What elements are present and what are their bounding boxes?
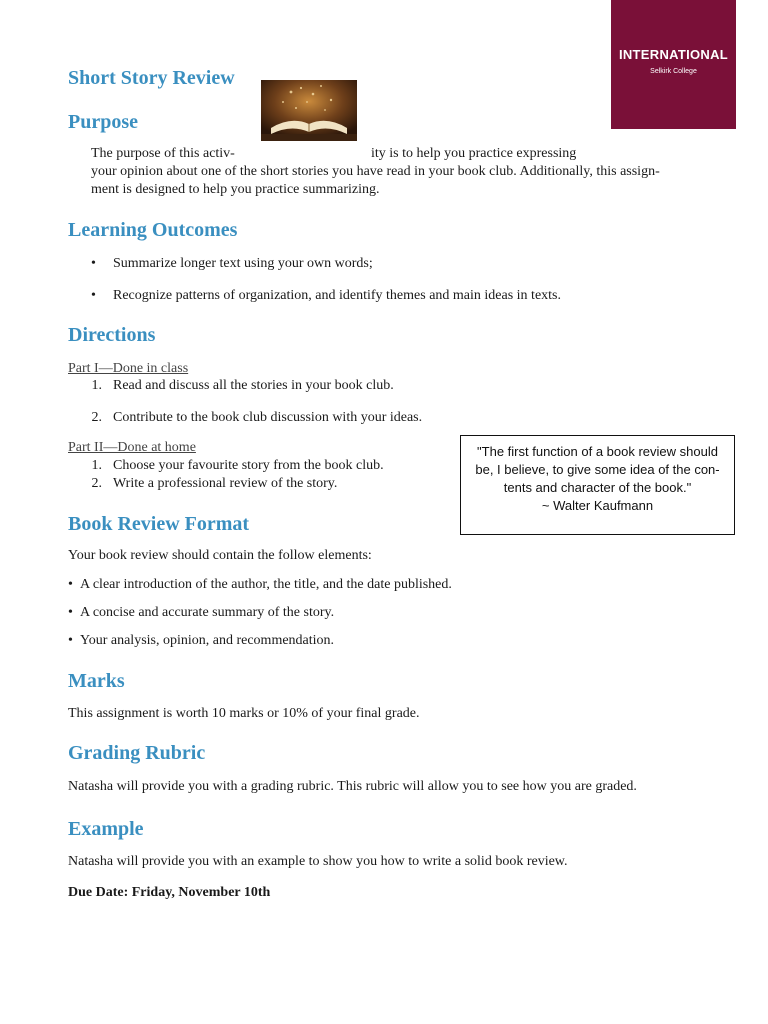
quote-line: tents and character of the book." bbox=[503, 480, 692, 495]
example-text: Natasha will provide you with an example to show you how to write a solid book review. bbox=[68, 854, 568, 869]
outcome-item: Summarize longer text using your own words; bbox=[113, 256, 373, 271]
rubric-heading: Grading Rubric bbox=[68, 742, 206, 764]
list-number: 1. bbox=[91, 378, 102, 393]
purpose-line1-b: ity is to help you practice expressing bbox=[371, 146, 577, 161]
purpose-line3: ment is designed to help you practice summarizing. bbox=[91, 182, 380, 197]
part1-label: Part I—Done in class bbox=[68, 361, 189, 376]
example-heading: Example bbox=[68, 818, 144, 840]
due-date: Due Date: Friday, November 10th bbox=[68, 885, 271, 900]
list-item: Write a professional review of the story. bbox=[113, 476, 338, 491]
format-item: A concise and accurate summary of the story. bbox=[80, 605, 335, 620]
quote-box bbox=[460, 435, 735, 535]
quote-line: "The first function of a book review should bbox=[477, 444, 718, 459]
bullet-icon: • bbox=[91, 256, 96, 271]
directions-heading: Directions bbox=[68, 324, 156, 346]
format-intro: Your book review should contain the follow elements: bbox=[68, 548, 372, 563]
purpose-heading: Purpose bbox=[68, 111, 138, 133]
part2-label: Part II—Done at home bbox=[68, 440, 196, 455]
list-item: Contribute to the book club discussion with your ideas. bbox=[113, 410, 423, 425]
bullet-icon: • bbox=[68, 633, 73, 648]
purpose-line2: your opinion about one of the short stories you have read in your book club. Additionally, this assign- bbox=[91, 164, 660, 179]
marks-heading: Marks bbox=[68, 670, 125, 692]
quote-line: be, I believe, to give some idea of the con- bbox=[475, 462, 720, 477]
page-title: Short Story Review bbox=[68, 67, 235, 89]
open-book-image bbox=[261, 80, 357, 141]
list-number: 2. bbox=[91, 410, 102, 425]
format-item: A clear introduction of the author, the title, and the date published. bbox=[80, 577, 452, 592]
list-item: Read and discuss all the stories in your book club. bbox=[113, 378, 394, 393]
bullet-icon: • bbox=[91, 288, 96, 303]
bullet-icon: • bbox=[68, 577, 73, 592]
list-item: Choose your favourite story from the book club. bbox=[113, 458, 384, 473]
logo-wordmark: INTERNATIONAL bbox=[618, 47, 729, 62]
list-number: 1. bbox=[91, 458, 102, 473]
format-heading: Book Review Format bbox=[68, 513, 250, 535]
open-book-icon bbox=[261, 80, 357, 141]
outcome-item: Recognize patterns of organization, and identify themes and main ideas in texts. bbox=[113, 288, 561, 303]
marks-text: This assignment is worth 10 marks or 10% of your final grade. bbox=[68, 706, 420, 721]
logo-college-name: Selkirk College bbox=[650, 68, 697, 75]
list-number: 2. bbox=[91, 476, 102, 491]
outcomes-heading: Learning Outcomes bbox=[68, 219, 238, 241]
format-item: Your analysis, opinion, and recommendation. bbox=[80, 633, 335, 648]
rubric-text: Natasha will provide you with a grading rubric. This rubric will allow you to see how you are graded. bbox=[68, 779, 637, 794]
college-logo bbox=[611, 0, 736, 129]
purpose-line1-a: The purpose of this activ- bbox=[91, 146, 235, 161]
quote-author: ~ Walter Kaufmann bbox=[541, 498, 654, 513]
bullet-icon: • bbox=[68, 605, 73, 620]
